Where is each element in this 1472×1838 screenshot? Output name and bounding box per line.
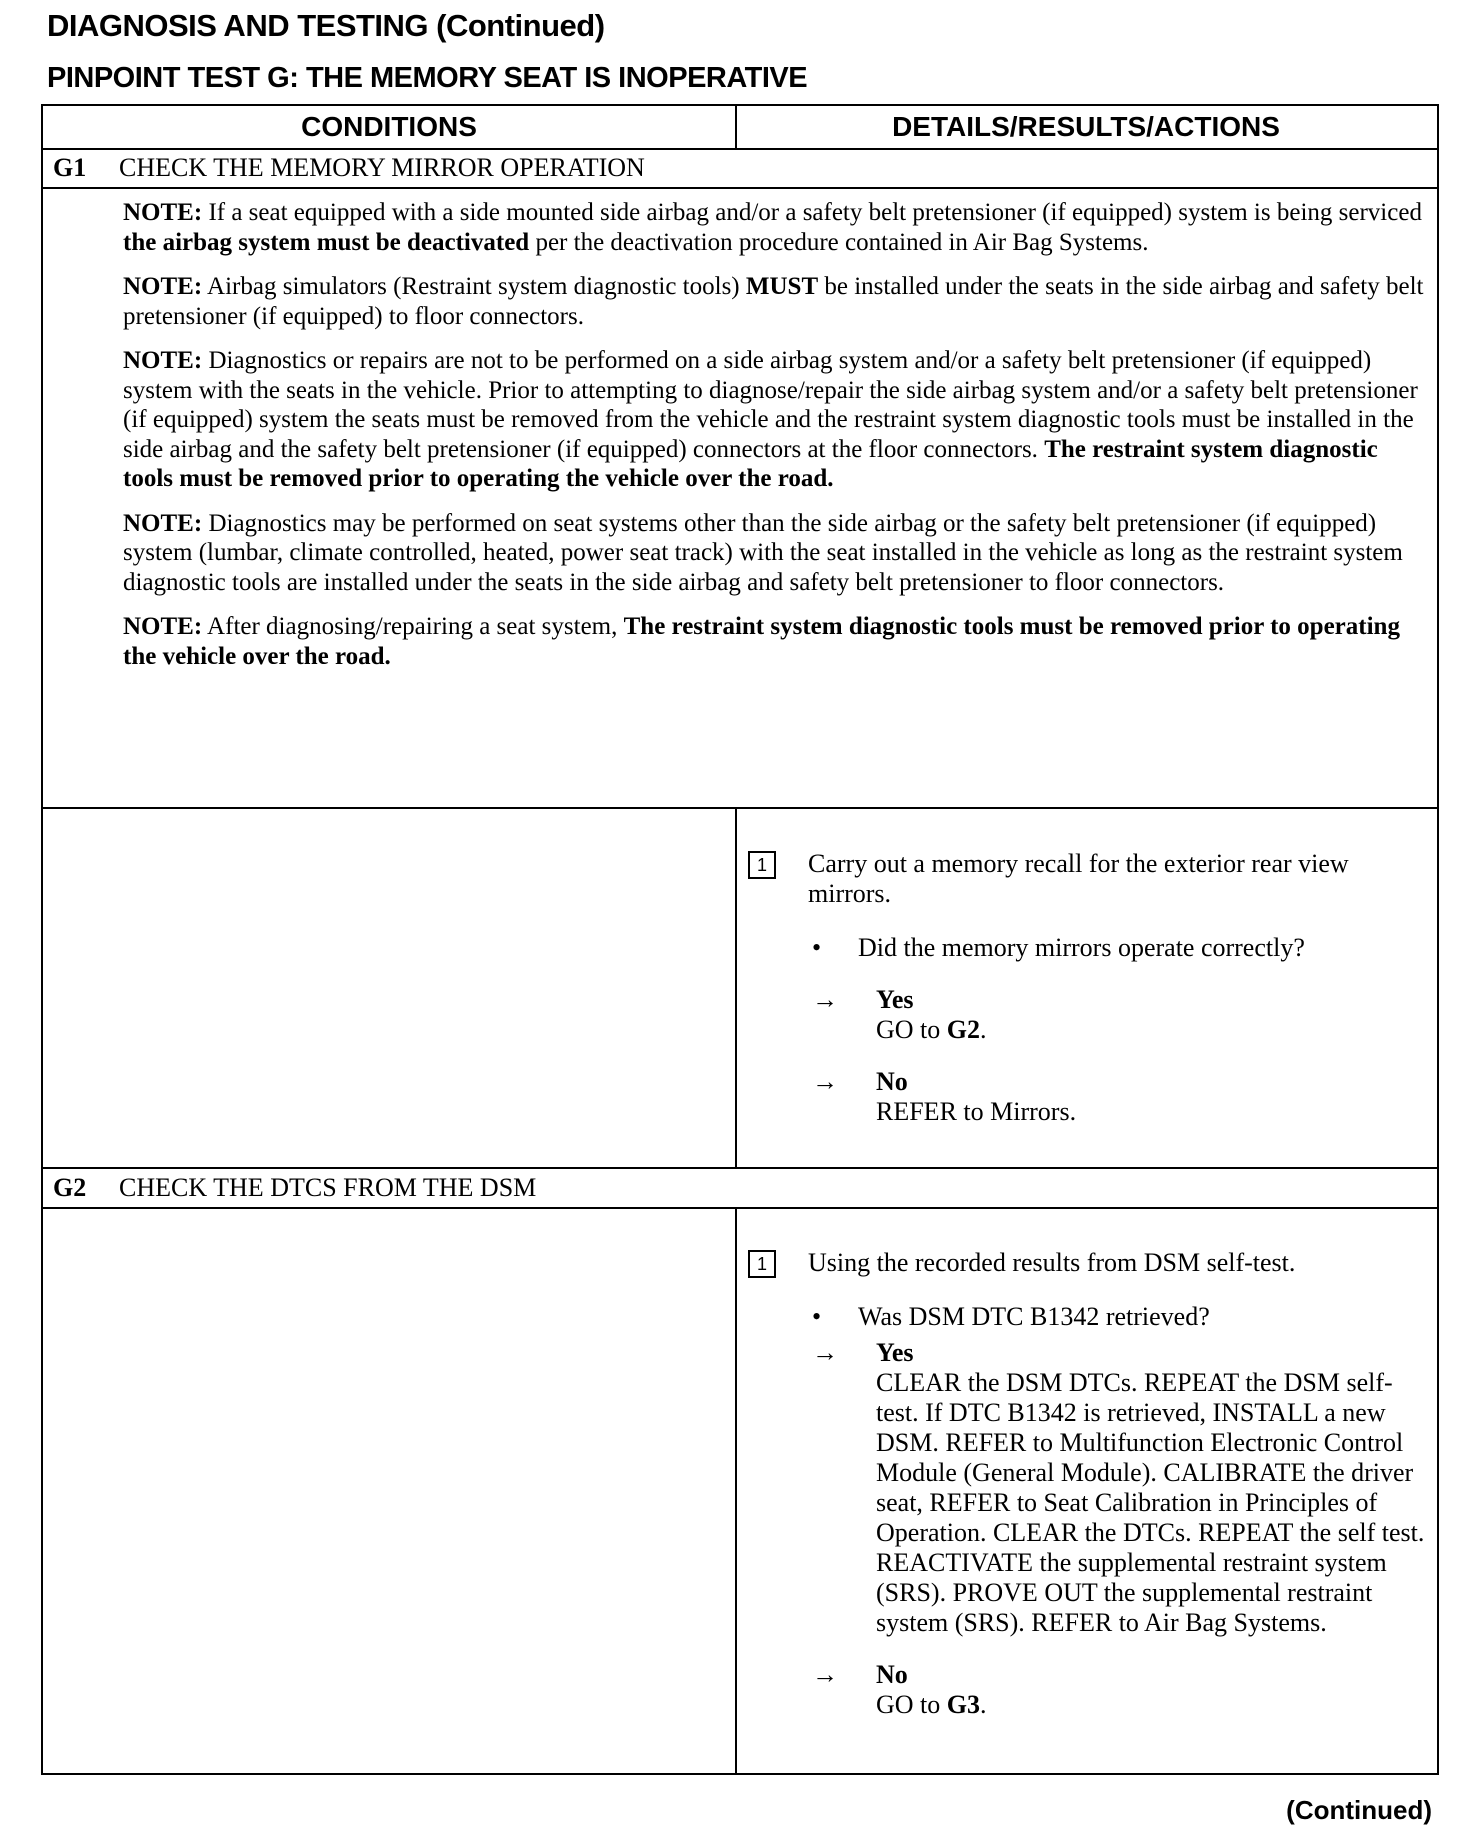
g1-step-header <box>53 150 645 186</box>
yes-label: Yes <box>876 1338 914 1367</box>
g2-step-header <box>53 1170 536 1206</box>
g2-yes-result <box>748 1338 1425 1638</box>
g1-notes <box>123 198 1429 686</box>
g2-step-item <box>748 1248 1425 1278</box>
g2-action <box>748 1248 1425 1720</box>
note-label: NOTE: <box>123 613 203 640</box>
note-label: NOTE: <box>123 347 203 374</box>
arrow-right-icon: → <box>812 1067 838 1096</box>
note-label: NOTE: <box>123 199 203 226</box>
goto-target: G3 <box>946 1690 981 1719</box>
g2-no-result: → No GO to G3. <box>748 1660 1425 1720</box>
arrow-right-icon: → <box>812 1338 838 1367</box>
note-paragraph: NOTE: Diagnostics or repairs are not to be performed on a side airbag system and/or a safety belt pretensioner (if equipped) system with the seats in the vehicle. Prior to attempting to diagnose/repair the side airbag system and/or a safety belt pretensioner (if equipped) system the seats must be removed from the vehicle and the restraint system diagnostic tools must be installed in the side airbag and the safety belt pretensioner (if equipped) connectors at the floor connectors. The restraint system diagnostic tools must be removed prior to operating the vehicle over the road. <box>123 347 1418 492</box>
g2-step-text: Using the recorded results from DSM self-test. <box>808 1248 1296 1277</box>
step-number-box: 1 <box>748 851 776 879</box>
g1-question <box>748 933 1425 963</box>
note-paragraph: NOTE: If a seat equipped with a side mounted side airbag and/or a safety belt pretensioner (if equipped) system is being serviced the airbag system must be deactivated per the deactivation procedure contained in Air Bag Systems. <box>123 199 1422 256</box>
g2-top-divider <box>43 1167 1437 1169</box>
note-paragraph: NOTE: Diagnostics may be performed on seat systems other than the side airbag or the safety belt pretensioner (if equipped) system (lumbar, climate controlled, heated, power seat track) with the seat installed in the vehicle as long as the restraint system diagnostic tools are installed under the seats in the side airbag and safety belt pretensioner to floor connectors. <box>123 509 1403 596</box>
g1-question-text: Did the memory mirrors operate correctly? <box>858 933 1305 962</box>
g1-column-divider <box>735 807 737 1167</box>
g1-step-id: G1 <box>53 153 87 182</box>
conditions-column-header: CONDITIONS <box>301 111 477 142</box>
g2-question <box>748 1302 1425 1332</box>
pinpoint-test-title: PINPOINT TEST G: THE MEMORY SEAT IS INOPERATIVE <box>47 62 808 94</box>
g1-title-divider <box>43 187 1437 189</box>
bullet-icon: • <box>812 1302 822 1331</box>
page-heading: DIAGNOSIS AND TESTING (Continued) <box>47 8 605 43</box>
g1-action <box>748 849 1425 1127</box>
no-label: No <box>876 1067 908 1096</box>
g1-no-result: → No REFER to Mirrors. <box>748 1067 1425 1127</box>
no-label: No <box>876 1660 908 1689</box>
g2-column-divider <box>735 1207 737 1773</box>
g1-step-title: CHECK THE MEMORY MIRROR OPERATION <box>119 153 645 182</box>
g2-question-text: Was DSM DTC B1342 retrieved? <box>858 1302 1210 1331</box>
g1-step-text: Carry out a memory recall for the exterior rear view mirrors. <box>808 849 1349 908</box>
arrow-right-icon: → <box>812 1660 838 1689</box>
note-label: NOTE: <box>123 273 203 300</box>
arrow-right-icon: → <box>812 985 838 1014</box>
bullet-icon: • <box>812 933 822 962</box>
step-number-box: 1 <box>748 1250 776 1278</box>
g2-step-id: G2 <box>53 1173 87 1202</box>
note-label: NOTE: <box>123 509 203 537</box>
g1-step-item <box>748 849 1425 909</box>
pinpoint-test-table <box>41 104 1439 1775</box>
note-paragraph: NOTE: After diagnosing/repairing a seat system, The restraint system diagnostic tools must be removed prior to operating the vehicle over the road. <box>123 613 1400 670</box>
details-column-header: DETAILS/RESULTS/ACTIONS <box>892 111 1280 142</box>
yes-label: Yes <box>876 985 914 1014</box>
g1-notes-divider <box>43 807 1437 809</box>
header-column-divider <box>735 106 737 148</box>
g2-step-title: CHECK THE DTCS FROM THE DSM <box>119 1173 537 1202</box>
note-paragraph: NOTE: Airbag simulators (Restraint system diagnostic tools) MUST be installed under the seats in the side airbag and safety belt pretensioner (if equipped) to floor connectors. <box>123 273 1424 330</box>
continued-footer: (Continued) <box>1286 1795 1432 1825</box>
goto-target: G2 <box>946 1015 981 1044</box>
g1-yes-result: → Yes GO to G2. <box>748 985 1425 1045</box>
g2-title-divider <box>43 1207 1437 1209</box>
g2-yes-text: CLEAR the DSM DTCs. REPEAT the DSM self-test. If DTC B1342 is retrieved, INSTALL a new DSM. REFER to Multifunction Electronic Control Module (General Module). CALIBRATE the driver seat, REFER to Seat Calibration in Principles of Operation. CLEAR the DTCs. REPEAT the self test. REACTIVATE the supplemental restraint system (SRS). PROVE OUT the supplemental restraint system (SRS). REFER to Air Bag Systems. <box>876 1368 1425 1637</box>
